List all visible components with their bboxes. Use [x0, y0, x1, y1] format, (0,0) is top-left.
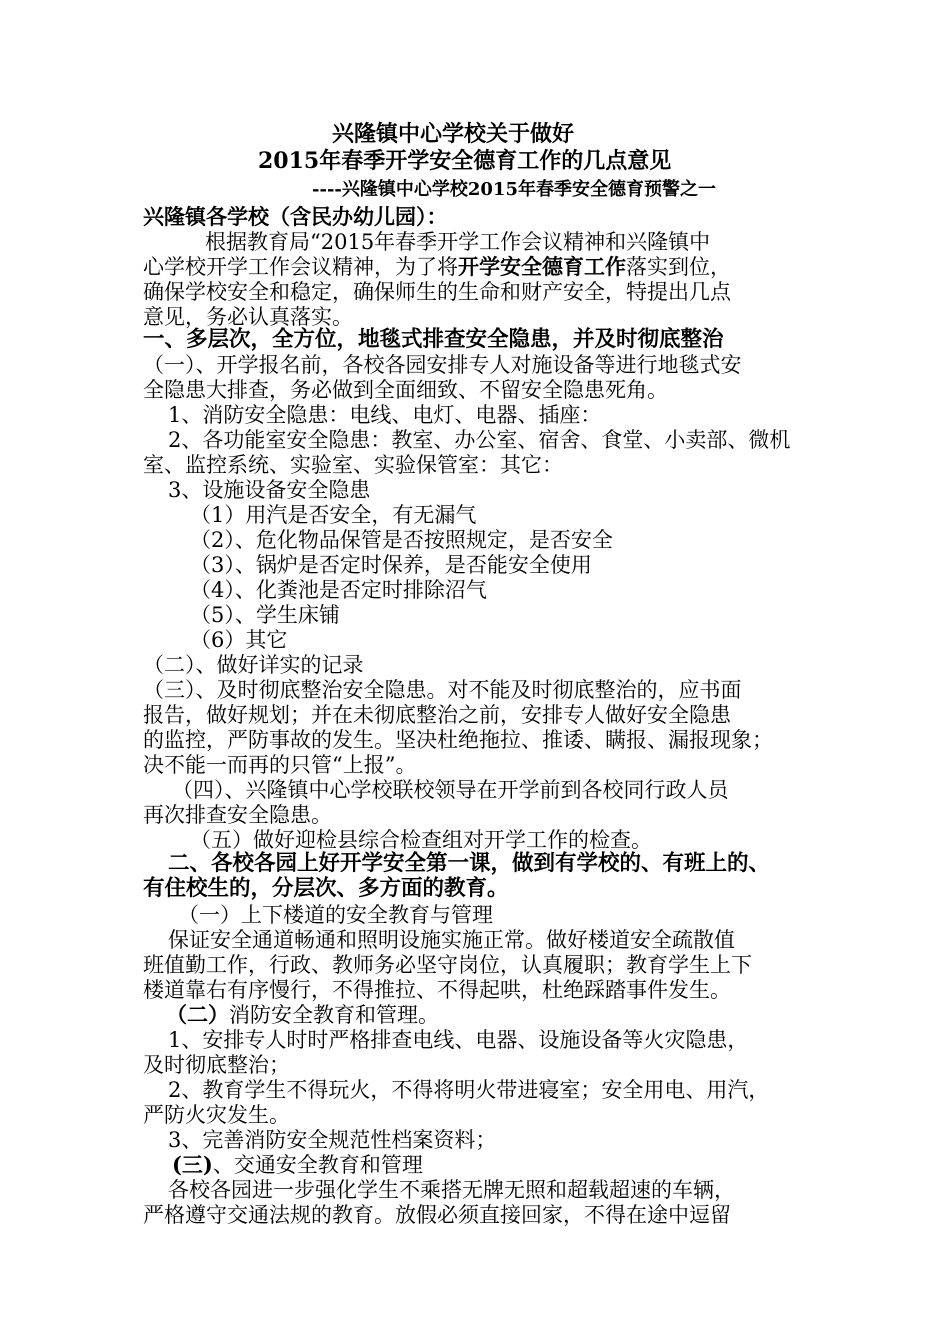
s2-part-3-text: 、交通安全教育和管理: [212, 1153, 423, 1177]
s1-item-2-line-2: 室、监控系统、实验室、实验保管室：其它：: [143, 453, 563, 477]
s1-p4-line-1: （四）、兴隆镇中心学校联校领导在开学前到各校同行政人员: [172, 778, 729, 802]
s1-sub-1: （1）用汽是否安全，有无漏气: [190, 503, 477, 527]
intro-line-2-a: 心学校开学工作会议精神，为了将: [143, 255, 458, 279]
intro-line-4: 意见，务必认真落实。: [143, 305, 353, 329]
intro-highlight: 开学安全德育工作: [458, 254, 626, 279]
s1-p3-line-1: （三）、及时彻底整治安全隐患。对不能及时彻底整治的，应书面: [143, 678, 742, 702]
s2-part-3-line-2: 严格遵守交通法规的教育。放假必须直接回家，不得在途中逗留: [143, 1203, 731, 1227]
s2-part-1-line-1: 保证安全通道畅通和照明设施实施正常。做好楼道安全疏散值: [168, 928, 735, 952]
s1-p3-line-3: 的监控，严防事故的发生。坚决杜绝拖拉、推诿、瞒报、漏报现象；: [143, 728, 773, 752]
s1-p4-line-2: 再次排查安全隐患。: [143, 803, 332, 827]
intro-line-1: 根据教育局“2015年春季开学工作会议精神和兴隆镇中: [205, 230, 711, 254]
section-2-heading-line-1: 二、各校各园上好开学安全第一课，做到有学校的、有班上的、: [168, 851, 771, 876]
subtitle: ----兴隆镇中心学校2015年春季安全德育预警之一: [312, 179, 716, 200]
s1-sub-5: （5）、学生床铺: [190, 603, 340, 627]
intro-line-3: 确保学校安全和稳定，确保师生的生命和财产安全，特提出几点: [143, 280, 731, 304]
s2-part-2-item-1-line-2: 及时彻底整治；: [143, 1053, 290, 1077]
s2-part-1-line-3: 楼道靠右有序慢行，不得推拉、不得起哄，杜绝踩踏事件发生。: [143, 978, 731, 1002]
s1-p3-line-2: 报告，做好规划；并在未彻底整治之前，安排专人做好安全隐患: [143, 703, 731, 727]
s2-part-1-title: （一）上下楼道的安全教育与管理: [178, 903, 493, 927]
s1-p1-line-2: 全隐患大排查，务必做到全面细致、不留安全隐患死角。: [143, 378, 668, 402]
s2-part-2-text: 消防安全教育和管理。: [229, 1003, 439, 1027]
s1-sub-4: （4）、化粪池是否定时排除沼气: [190, 578, 487, 602]
s2-part-2-item-2-line-2: 严防火灾发生。: [143, 1103, 290, 1127]
s2-part-1-line-2: 班值勤工作，行政、教师务必坚守岗位，认真履职；教育学生上下: [143, 953, 752, 977]
s1-item-1: 1、消防安全隐患：电线、电灯、电器、插座：: [168, 403, 602, 427]
s1-p2: （二）、做好详实的记录: [143, 653, 364, 677]
intro-line-2: [143, 255, 731, 279]
section-2-heading-line-2: 有住校生的，分层次、多方面的教育。: [143, 876, 509, 901]
salutation: 兴隆镇各学校（含民办幼儿园）：: [143, 204, 448, 229]
s2-part-2-item-1-line-1: 1、安排专人时时严格排查电线、电器、设施设备等火灾隐患，: [168, 1028, 749, 1052]
intro-line-2-c: 落实到位，: [626, 255, 731, 279]
s1-item-2-line-1: 2、各功能室安全隐患：教室、办公室、宿舍、食堂、小卖部、微机: [168, 428, 791, 452]
s1-sub-3: （3）、锅炉是否定时保养，是否能安全使用: [190, 553, 592, 577]
s1-sub-2: （2）、危化物品保管是否按照规定，是否安全: [190, 528, 613, 552]
section-1-heading: 一、多层次，全方位，地毯式排查安全隐患，并及时彻底整治: [143, 327, 724, 352]
s1-p5: （五）做好迎检县综合检查组对开学工作的检查。: [190, 828, 652, 852]
s2-part-2-item-2-line-1: 2、教育学生不得玩火，不得将明火带进寝室；安全用电、用汽，: [168, 1078, 770, 1102]
s2-part-3-line-1: 各校各园进一步强化学生不乘搭无牌无照和超载超速的车辆，: [168, 1178, 735, 1202]
title-line-2: 2015年春季开学安全德育工作的几点意见: [258, 148, 672, 174]
s2-part-3-number: (三): [172, 1152, 213, 1177]
s1-item-3: 3、设施设备安全隐患: [168, 478, 371, 502]
s1-p1-line-1: （一）、开学报名前，各校各园安排专人对施设备等进行地毯式安: [143, 353, 742, 377]
s1-sub-6: （6）其它: [190, 628, 288, 652]
s2-part-2-number: （二）: [166, 1002, 229, 1027]
s1-p3-line-4: 决不能一而再的只管“上报”。: [143, 753, 417, 777]
s2-part-3-title: [172, 1153, 423, 1177]
s2-part-2-item-3: 3、完善消防安全规范性档案资料；: [168, 1128, 497, 1152]
title-line-1: 兴隆镇中心学校关于做好: [332, 121, 575, 147]
s2-part-2-title: [166, 1003, 439, 1027]
